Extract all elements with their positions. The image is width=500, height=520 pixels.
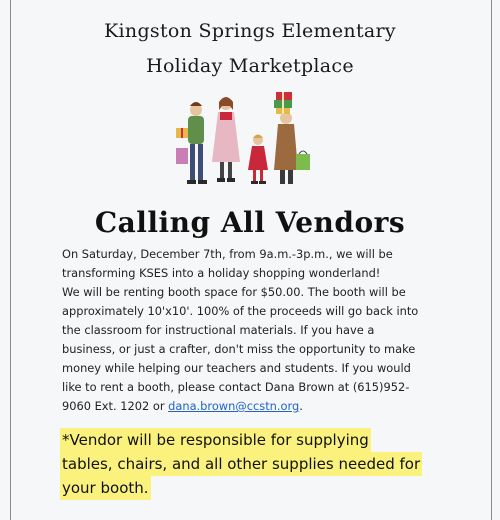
event-title: Holiday Marketplace xyxy=(146,55,354,77)
description-line: transforming KSES into a holiday shopping wonderland! xyxy=(62,266,381,280)
vendor-notice xyxy=(60,428,480,500)
holiday-shoppers-illustration xyxy=(168,88,318,198)
shopper-child-icon xyxy=(248,135,268,185)
description-line: the classroom for instructional materials. If you have a xyxy=(62,323,375,337)
line-end-period: . xyxy=(299,399,303,413)
description-line: On Saturday, December 7th, from 9a.m.-3p.m., we will be xyxy=(62,247,393,261)
page-border-left xyxy=(10,0,11,520)
contact-phone-text: 9060 Ext. 1202 or xyxy=(62,399,169,413)
school-title: Kingston Springs Elementary xyxy=(104,20,396,42)
description-line: We will be renting booth space for $50.00. The booth will be xyxy=(62,285,406,299)
description-line: like to rent a booth, please contact Dana Brown at (615)952- xyxy=(62,380,410,394)
description-last-line xyxy=(62,397,462,416)
event-description xyxy=(62,245,462,416)
contact-email-link[interactable]: dana.brown@ccstn.org xyxy=(168,399,300,413)
shopper-woman-icon xyxy=(212,97,240,182)
shopper-man-icon xyxy=(176,102,207,184)
notice-line: *Vendor will be responsible for supplying xyxy=(60,428,371,452)
calling-vendors-heading: Calling All Vendors xyxy=(94,206,406,239)
notice-line: tables, chairs, and all other supplies needed for xyxy=(60,452,422,476)
notice-line: your booth. xyxy=(60,476,151,500)
description-line: money while helping our teachers and students. If you would xyxy=(62,361,411,375)
shopper-gifts-icon xyxy=(274,92,310,184)
description-line: business, or just a crafter, don't miss the opportunity to make xyxy=(62,342,416,356)
page-border-right xyxy=(491,0,492,520)
description-line: approximately 10'x10'. 100% of the proceeds will go back into xyxy=(62,304,419,318)
